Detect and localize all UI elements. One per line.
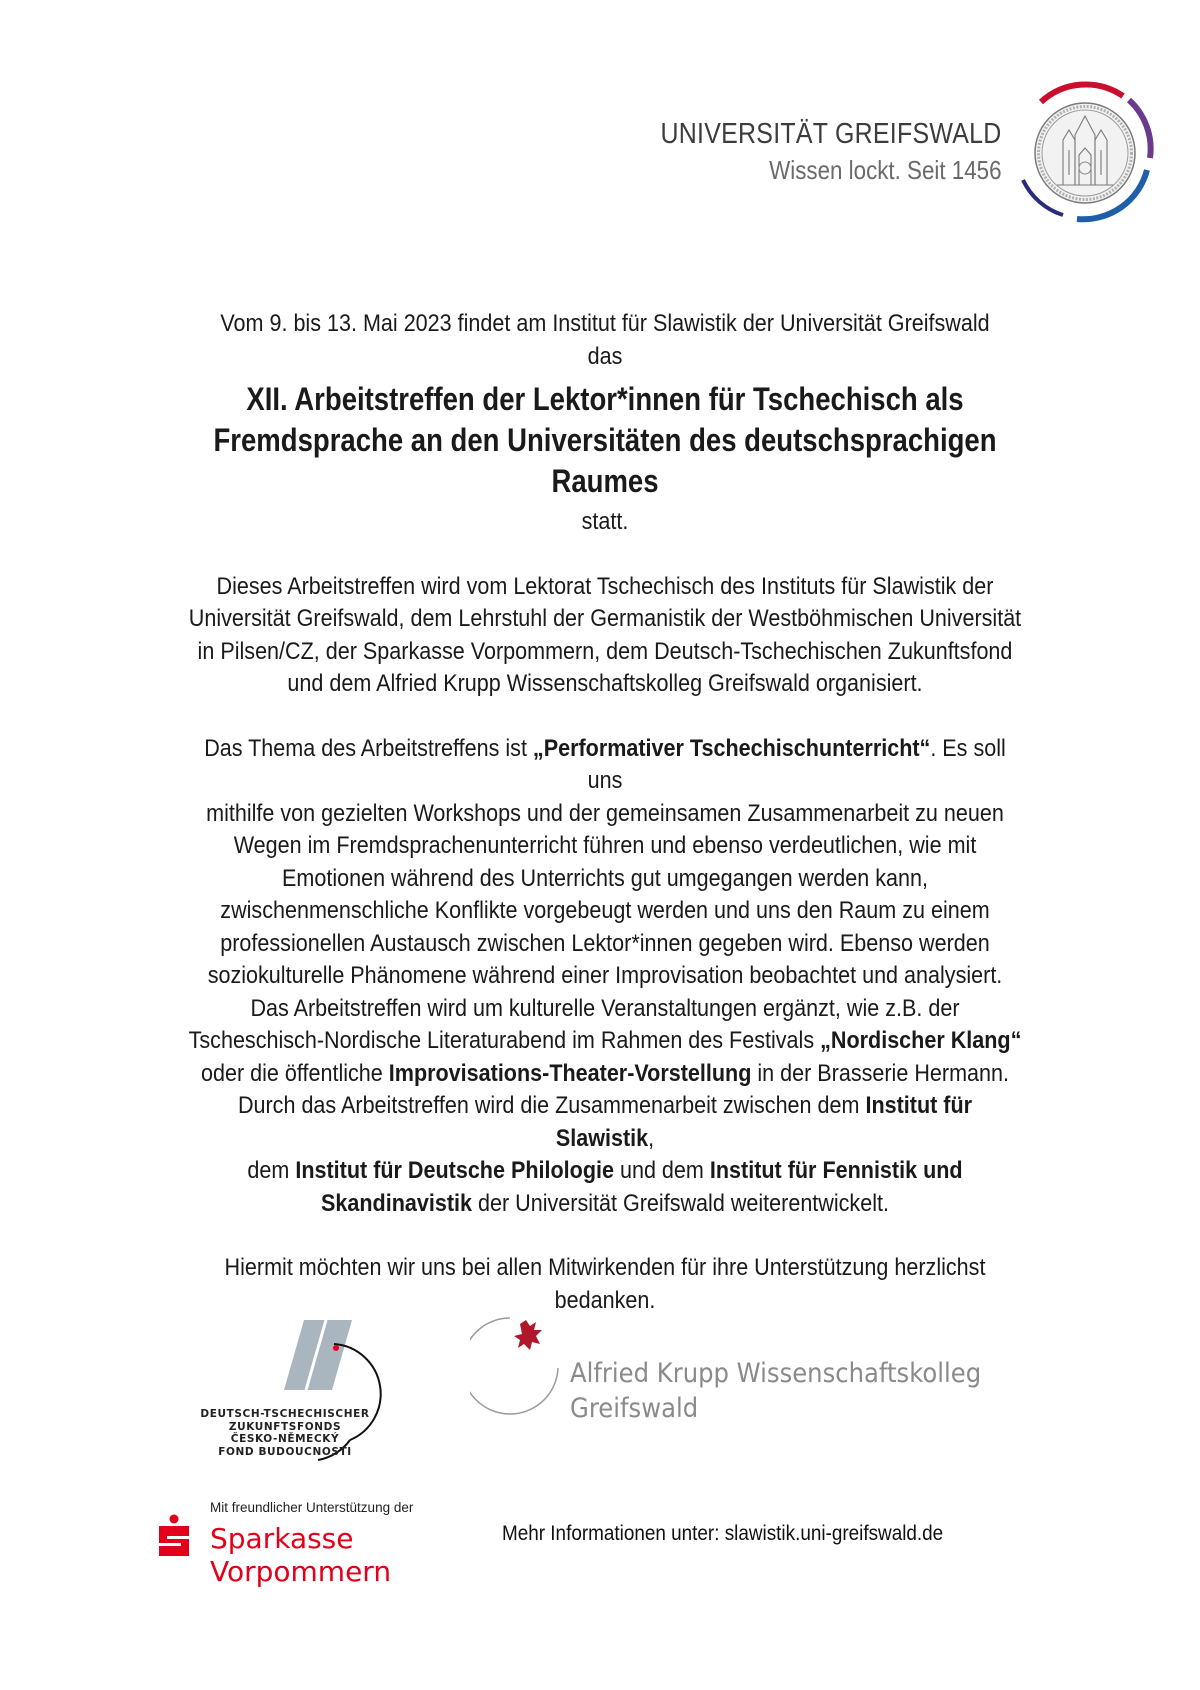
theme-line: Das Arbeitstreffen wird um kulturelle Veranstaltungen ergänzt, wie z.B. der: [250, 994, 960, 1022]
dtzf-text: DEUTSCH-TSCHECHISCHER ZUKUNFTSFONDS ČESKO-NĚMECKÝ FOND BUDOUCNOSTI: [200, 1408, 370, 1458]
university-header: [640, 80, 1160, 230]
theme-line: Emotionen während des Unterrichts gut umgegangen werden kann,: [281, 864, 929, 892]
more-info-link[interactable]: Mehr Informationen unter: slawistik.uni-greifswald.de: [502, 1522, 944, 1545]
theme-line: oder die öffentliche Improvisations-Theater-Vorstellung in der Brasserie Hermann.: [200, 1059, 1010, 1087]
sparkasse-name: Sparkasse Vorpommern: [210, 1522, 392, 1588]
dtzf-logo: [200, 1320, 430, 1470]
sparkasse-logo: [155, 1500, 475, 1600]
theme-line: soziokulturelle Phänomene während einer Improvisation beobachtet und analysiert.: [207, 962, 1003, 989]
theme-line: mithilfe von gezielten Workshops und der gemeinsamen Zusammenarbeit zu neuen: [206, 799, 1004, 827]
university-name: UNIVERSITÄT GREIFSWALD: [660, 118, 1002, 150]
title-line-2: Fremdsprache an den Universitäten des deutschsprachigen: [213, 422, 997, 458]
after-title: statt.: [581, 508, 629, 535]
intro-line-2: das: [587, 342, 623, 370]
festival-name: „Nordischer Klang“: [820, 1027, 1022, 1054]
organizers-line: Universität Greifswald, dem Lehrstuhl der Germanistik der Westböhmischen Universität: [188, 605, 1022, 632]
institute-german-philology: Institut für Deutsche Philologie: [295, 1157, 614, 1184]
organizers-line: in Pilsen/CZ, der Sparkasse Vorpommern, dem Deutsch-Tschechischen Zukunftsfond: [197, 637, 1013, 665]
theme-line: professionellen Austausch zwischen Lektor*innen gegeben wird. Ebenso werden: [220, 929, 990, 957]
theme-line: dem Institut für Deutsche Philologie und dem Institut für Fennistik und: [247, 1157, 963, 1184]
university-wordmark: [605, 118, 1002, 186]
organizers-line: Dieses Arbeitstreffen wird vom Lektorat Tschechisch des Instituts für Slawistik der: [216, 572, 994, 600]
theme-line: Tscheschisch-Nordische Literaturabend im Rahmen des Festivals „Nordischer Klang“: [188, 1027, 1022, 1054]
main-content: [130, 308, 1080, 1317]
title-line-3: Raumes: [551, 463, 659, 499]
event-title: [197, 379, 1014, 502]
institute-fennistics: Institut für Fennistik und: [709, 1157, 963, 1184]
griffin-emblem-icon: [470, 1316, 570, 1426]
akwk-wordmark: Alfried Krupp Wissenschaftskolleg Greifswald: [570, 1358, 982, 1424]
university-slogan: Wissen lockt. Seit 1456: [769, 155, 1002, 185]
institute-scandinavistics: Skandinavistik: [321, 1189, 473, 1217]
sparkasse-support-text: Mit freundlicher Unterstützung der: [210, 1500, 414, 1515]
theme-paragraph: [130, 733, 1080, 1221]
theme-line: Wegen im Fremdsprachenunterricht führen und ebenso verdeutlichen, wie mit: [233, 832, 977, 859]
title-line-1: XII. Arbeitstreffen der Lektor*innen für Tschechisch als: [246, 381, 964, 417]
theme-line: zwischenmenschliche Konflikte vorgebeugt werden und uns den Raum zu einem: [220, 897, 990, 924]
theme-line: Das Thema des Arbeitstreffens ist „Performativer Tschechischunterricht“. Es soll uns: [204, 734, 1006, 794]
organizers-paragraph: [130, 571, 1080, 701]
organizers-line: und dem Alfried Krupp Wissenschaftskolleg Greifswald organisiert.: [287, 670, 923, 697]
akwk-logo: [470, 1316, 982, 1426]
sparkasse-s-icon: [155, 1514, 193, 1558]
university-seal-icon: [1013, 80, 1158, 225]
thanks-line: bedanken.: [554, 1286, 656, 1314]
institute-slavistics: Institut für Slawistik: [555, 1092, 973, 1152]
thanks-line: Hiermit möchten wir uns bei allen Mitwirkenden für ihre Unterstützung herzlichst: [224, 1254, 986, 1281]
intro-line-1: Vom 9. bis 13. Mai 2023 findet am Institut für Slawistik der Universität Greifswald: [220, 310, 990, 337]
theme-title: „Performativer Tschechischunterricht“: [532, 734, 931, 762]
thanks-paragraph: [130, 1252, 1080, 1317]
theme-line: Durch das Arbeitstreffen wird die Zusammenarbeit zwischen dem Institut für Slawistik,: [237, 1092, 973, 1152]
theme-line: Skandinavistik der Universität Greifswald weiterentwickelt.: [321, 1189, 889, 1217]
theater-event: Improvisations-Theater-Vorstellung: [388, 1059, 752, 1087]
